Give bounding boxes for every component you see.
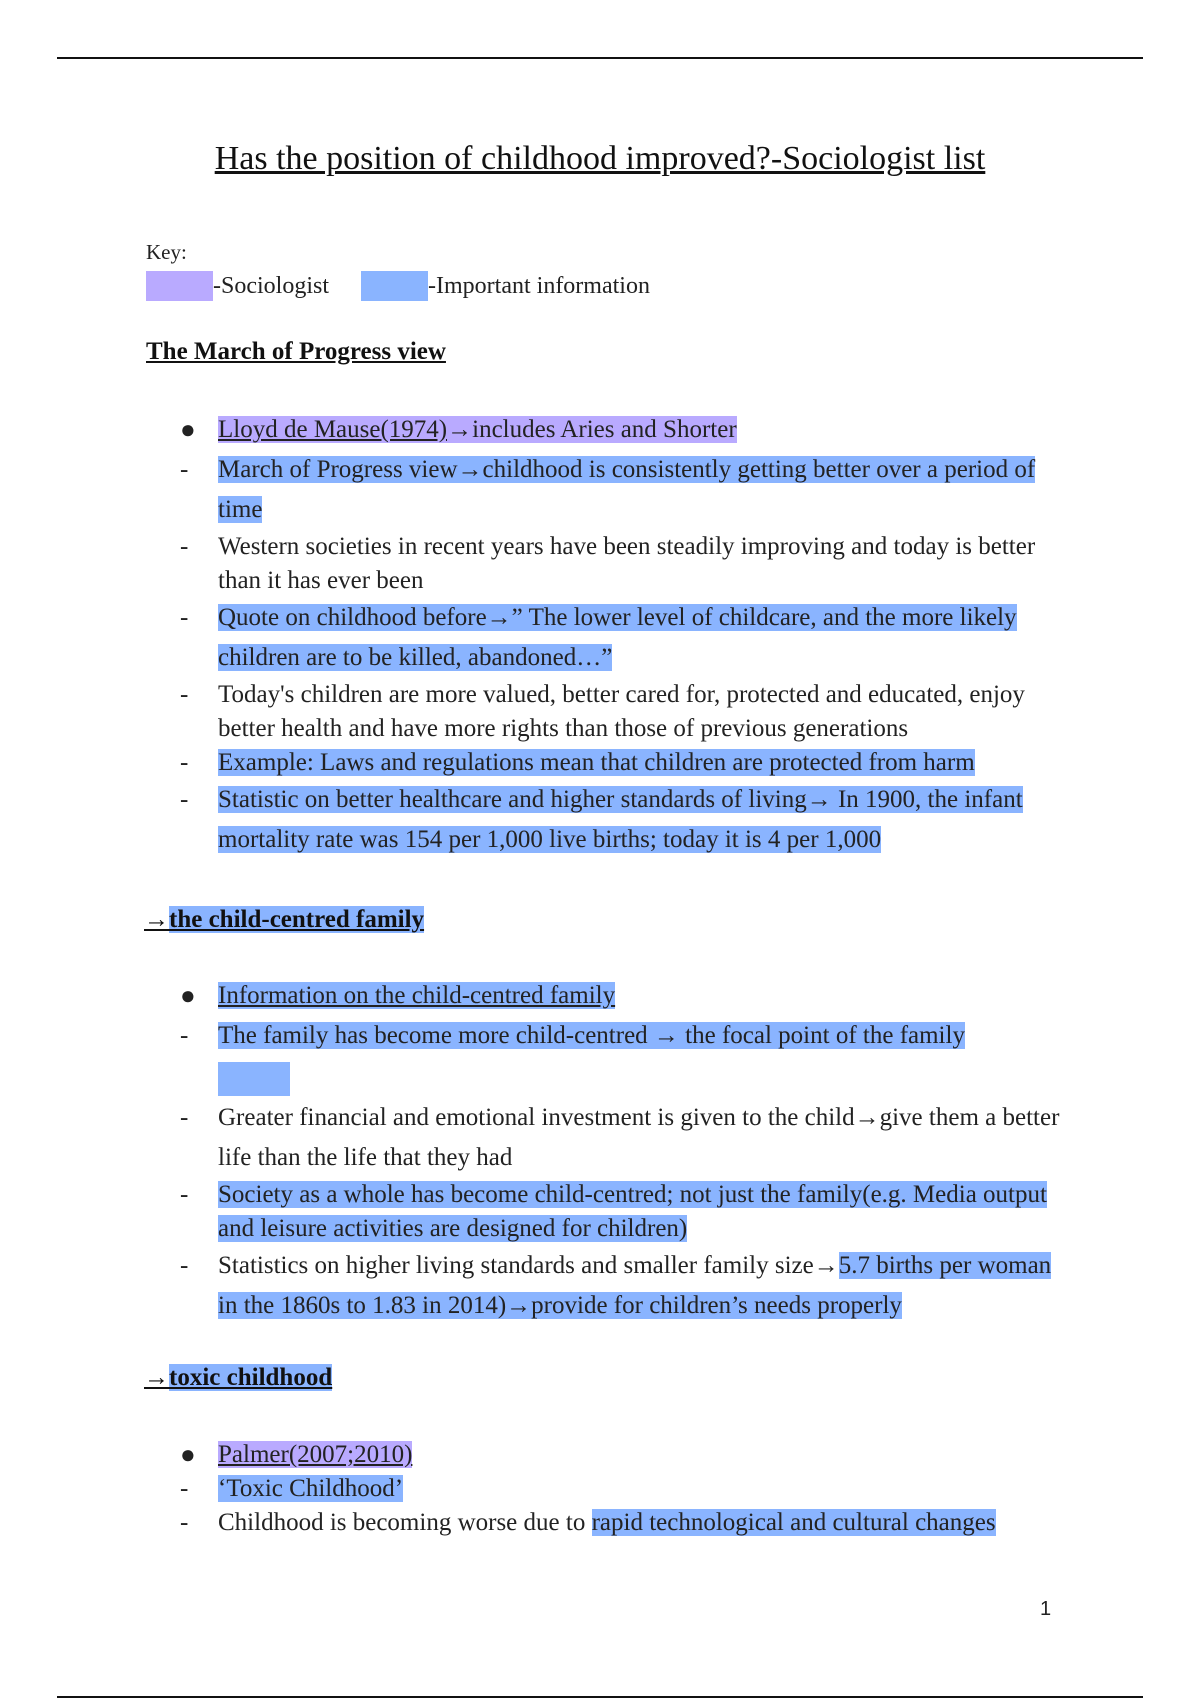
section-heading-child-centred-family: [144, 906, 424, 934]
dash-marker: -: [180, 1509, 189, 1536]
list-item: [180, 410, 1060, 450]
list-item: [180, 678, 1060, 746]
dash-marker: -: [180, 749, 189, 776]
item-text: Statistic on better healthcare and higher standards of living→ In 1900, the infant mortality rate was 154 per 1,000 live births; today it is 4 per 1,000: [218, 786, 1023, 853]
child-centred-family-list: [180, 976, 1060, 1326]
important-info-swatch: [361, 271, 428, 301]
list-item: [180, 1016, 1060, 1098]
dash-marker: -: [180, 1181, 189, 1208]
important-key-text: -Important information: [428, 272, 650, 299]
march-of-progress-list: [180, 410, 1060, 860]
dash-marker: -: [180, 1104, 189, 1131]
bullet-marker: ●: [180, 415, 196, 444]
list-item: [180, 1506, 1060, 1540]
section-heading-text: The March of Progress view: [146, 338, 446, 365]
bottom-rule: [57, 1696, 1143, 1698]
section-heading-text: the child-centred family: [169, 906, 425, 933]
sociologist-name: Lloyd de Mause(1974): [218, 416, 448, 443]
item-text: Example: Laws and regulations mean that children are protected from harm: [218, 749, 975, 776]
item-text: Today's children are more valued, better cared for, protected and educated, enjoy better health and have more rights than those of previous generations: [218, 681, 1025, 742]
key-legend: [146, 271, 650, 301]
empty-highlight-line: [218, 1062, 290, 1096]
section-heading-march-of-progress: [146, 338, 446, 366]
bullet-marker: ●: [180, 981, 196, 1010]
sociologist-key-text: -Sociologist: [213, 272, 330, 299]
item-text: Childhood is becoming worse due to: [218, 1509, 592, 1536]
item-text: Western societies in recent years have been steadily improving and today is better than it has ever been: [218, 533, 1036, 594]
item-text: Information on the child-centred family: [218, 982, 616, 1009]
section-heading-text: toxic childhood: [169, 1364, 333, 1391]
list-item: [180, 1472, 1060, 1506]
list-item: [180, 598, 1060, 678]
dash-marker: -: [180, 456, 189, 483]
key-label: Key:: [146, 240, 187, 264]
dash-marker: -: [180, 786, 189, 813]
item-text-highlight: 5.7 births per woman in the 1860s to 1.83 in 2014)→provide for children’s needs properly: [218, 1252, 1052, 1319]
item-text: The family has become more child-centred → the focal point of the family: [218, 1022, 965, 1049]
list-item: [180, 1246, 1060, 1326]
page-number: 1: [1040, 1598, 1052, 1620]
item-text: ‘Toxic Childhood’: [218, 1475, 404, 1502]
list-item: [180, 1098, 1060, 1178]
list-item: [180, 976, 1060, 1016]
section-heading-arrow: →: [144, 1364, 169, 1391]
item-text-highlight: rapid technological and cultural changes: [591, 1509, 996, 1536]
list-item: [180, 746, 1060, 780]
item-text: Statistics on higher living standards and smaller family size→: [218, 1252, 839, 1279]
dash-marker: -: [180, 1252, 189, 1279]
section-heading-arrow: →: [144, 906, 169, 933]
item-text: Greater financial and emotional investment is given to the child→give them a better life than the life that they had: [218, 1104, 1060, 1171]
toxic-childhood-list: [180, 1438, 1060, 1540]
item-text: Society as a whole has become child-centred; not just the family(e.g. Media output and leisure activities are designed for children): [218, 1181, 1047, 1242]
page-title: Has the position of childhood improved?-Sociologist list: [214, 140, 986, 177]
bullet-marker: ●: [180, 1440, 196, 1469]
top-rule: [57, 57, 1143, 59]
dash-marker: -: [180, 604, 189, 631]
dash-marker: -: [180, 1022, 189, 1049]
section-heading-toxic-childhood: [144, 1364, 332, 1392]
list-item: [180, 1178, 1060, 1246]
dash-marker: -: [180, 533, 189, 560]
item-text: March of Progress view→childhood is consistently getting better over a period of time: [218, 456, 1036, 523]
sociologist-swatch: [146, 271, 213, 301]
list-item: [180, 450, 1060, 530]
sociologist-name: Palmer(2007;2010): [218, 1441, 413, 1468]
list-item: [180, 780, 1060, 860]
dash-marker: -: [180, 681, 189, 708]
item-text: Quote on childhood before→” The lower level of childcare, and the more likely children are to be killed, abandoned…”: [218, 604, 1017, 671]
dash-marker: -: [180, 1475, 189, 1502]
list-item: [180, 530, 1060, 598]
list-item: [180, 1438, 1060, 1472]
item-text: →includes Aries and Shorter: [447, 416, 737, 443]
